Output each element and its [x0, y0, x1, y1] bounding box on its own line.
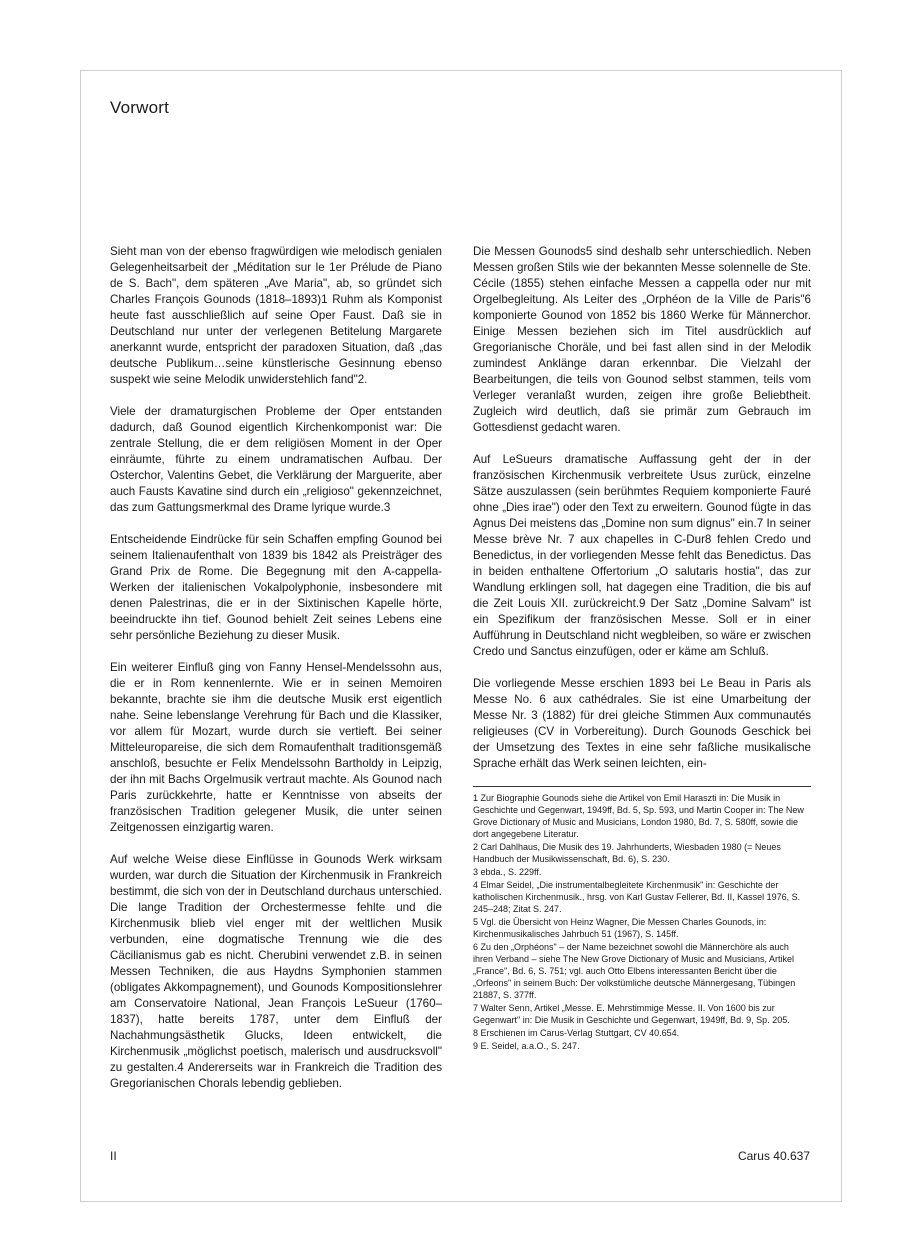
catalog-number: Carus 40.637: [737, 1149, 810, 1163]
page-number: II: [110, 1149, 117, 1163]
paragraph: Viele der dramaturgischen Probleme der Oper entstanden dadurch, daß Gounod eigentlich Kirchenkomponist war: Die zentrale Stellung, die er dem religiösen Moment in der Oper einräumte, führte zu einem undramatischen Aufbau. Der Osterchor, Valentins Gebet, die Verklärung der Marguerite, aber auch Fausts Kavatine sind durch ein „religioso" gekennzeichnet, das zum Gattungsmerkmal des Drame lyrique wurde.3: [110, 405, 442, 514]
footnote: 8 Erschienen im Carus-Verlag Stuttgart, CV 40.654.: [473, 1028, 680, 1038]
footnote: 9 E. Seidel, a.a.O., S. 247.: [473, 1041, 580, 1051]
paragraph: Die vorliegende Messe erschien 1893 bei Le Beau in Paris als Messe No. 6 aux cathédrales. Sie ist eine Umarbeitung der Messe Nr. 3 (1882) für drei gleiche Stimmen Aux communautés religieuses (CV in Vorbereitung). Durch Gounods Geschick bei der Umsetzung des Textes in eine sehr faßliche musikalische Sprache erhält das Werk seinen leichten, ein-: [473, 677, 811, 770]
footnote: 2 Carl Dahlhaus, Die Musik des 19. Jahrhunderts, Wiesbaden 1980 (= Neues Handbuch der Musikwissenschaft, Bd. 6), S. 230.: [473, 842, 781, 864]
left-column: [110, 244, 442, 1092]
footnote: 6 Zu den „Orphéons" – der Name bezeichnet sowohl die Männerchöre als auch ihren Verband – siehe The New Grove Dictionary of Music and Musicians, Artikel „France", Bd. 6, S. 751; vgl. auch Otto Elbens interessanten Bericht über die „Orfeons" in seinem Buch: Der volkstümliche deutsche Männergesang, Tübingen 21887, S. 377ff.: [473, 942, 796, 1000]
footnotes: [473, 786, 811, 1053]
paragraph: Sieht man von der ebenso fragwürdigen wie melodisch genialen Gelegenheitsarbeit der „Méditation sur le 1er Prélude de Piano de S. Bach", dem späteren „Ave Maria", ab, so gründet sich Charles François Gounods (1818–1893)1 Ruhm als Komponist heute fast ausschließlich auf seine Oper Faust. Daß sie in Deutschland nur unter der verlegenen Betitelung Margarete anerkannt wurde, entspricht der paradoxen Situation, daß „das deutsche Publikum…seine künstlerische Gesinnung ebenso suspekt wie seine Melodik unwiderstehlich fand"2.: [110, 245, 442, 386]
footnote: 5 Vgl. die Übersicht von Heinz Wagner, Die Messen Charles Gounods, in: Kirchenmusikalisches Jahrbuch 51 (1967), S. 145ff.: [473, 917, 767, 939]
page-title: Vorwort: [110, 98, 170, 117]
paragraph: Auf LeSueurs dramatische Auffassung geht der in der französischen Kirchenmusik verbreitete Usus zurück, einzelne Sätze auszulassen (sein berühmtes Requiem komponierte Fauré ohne „Dies irae") oder den Text zu erweitern. Gounod fügte in das Agnus Dei meistens das „Domine non sum dignus" ein.7 In seiner Messe brève Nr. 7 aux chapelles in C-Dur8 fehlen Credo und Benedictus, in der vorliegenden Messe fehlt das Benedictus. Das in beiden enthaltene Offertorium „O salutaris hostia", das zur Wandlung erklingen soll, hat dagegen eine Tradition, die bis auf die Zeit Louis XII. zurückreicht.9 Der Satz „Domine Salvam" ist ein Spezifikum der französischen Messe. Soll er in einer Aufführung in Deutschland nicht wegbleiben, so wäre er zwischen Credo und Sanctus einzufügen, oder er käme am Schluß.: [473, 453, 811, 658]
paragraph: Ein weiterer Einfluß ging von Fanny Hensel-Mendelssohn aus, die er in Rom kennenlernte. Wie er in seinen Memoiren bekannte, brachte sie ihm die deutsche Musik erst eigentlich nahe. Seine lebenslange Verehrung für Bach und die Klassiker, vor allem für Mozart, wurde durch sie vertieft. Bei seiner Mitteleuropareise, die sich dem Romaufenthalt traditionsgemäß anschloß, besuchte er Felix Mendelssohn Bartholdy in Leipzig, der ihn mit Bachs Orgelmusik vertraut machte. Als Gounod nach Paris zurückkehrte, hatte er Kenntnisse von abseits der französischen Tradition gelegener Musik, die unter seinen Zeitgenossen einzigartig waren.: [110, 661, 442, 834]
footnote: 3 ebda., S. 229ff.: [473, 867, 542, 877]
right-column: [473, 244, 811, 772]
footnote: 7 Walter Senn, Artikel „Messe. E. Mehrstimmige Messe. II. Von 1600 bis zur Gegenwart" in: Die Musik in Geschichte und Gegenwart, 1949ff, Bd. 9, Sp. 205.: [473, 1003, 790, 1025]
footnote: 4 Elmar Seidel, „Die instrumentalbegleitete Kirchenmusik" in: Geschichte der katholischen Kirchenmusik., hrsg. von Karl Gustav Fellerer, Bd. II, Kassel 1976, S. 245–248; Zitat S. 247.: [473, 880, 801, 914]
paragraph: Auf welche Weise diese Einflüsse in Gounods Werk wirksam wurden, war durch die Situation der Kirchenmusik in Frankreich bestimmt, die sich von der in Deutschland durchaus unterschied. Die lange Tradition der Orchestermesse fehlte und die Kirchenmusik blieb viel enger mit der weltlichen Musik verbunden, eine dogmatische Trennung wie die des Cäcilianismus gab es nicht. Cherubini verwendet z.B. in seinen Messen Techniken, die aus Haydns Symphonien stammen (obligates Akkompagnement), und Gounods Kompositionslehrer am Conservatoire National, Jean François LeSueur (1760–1837), hatte bereits 1787, unter dem Einfluß der Nachahmungsästhetik Glucks, Ideen entwickelt, die Kirchenmusik „möglichst poetisch, malerisch und ausdrucksvoll" zu gestalten.4 Andererseits war in Frankreich die Tradition des Gregorianischen Chorals lebendig geblieben.: [110, 853, 442, 1090]
footnote: 1 Zur Biographie Gounods siehe die Artikel von Emil Haraszti in: Die Musik in Geschichte und Gegenwart, 1949ff, Bd. 5, Sp. 593, und Martin Cooper in: The New Grove Dictionary of Music and Musicians, London 1980, Bd. 7, S. 580ff, sowie die dort angegebene Literatur.: [473, 793, 804, 839]
paragraph: Die Messen Gounods5 sind deshalb sehr unterschiedlich. Neben Messen großen Stils wie der bekannten Messe solennelle de Ste. Cécile (1855) stehen einfache Messen a cappella oder nur mit Orgelbegleitung. Als Leiter des „Orphéon de la Ville de Paris"6 komponierte Gounod von 1852 bis 1860 Werke für Männerchor. Einige Messen beziehen sich im Titel ausdrücklich auf Gregorianische Choräle, und bei fast allen sind in der Melodik zumindest Anklänge daran erkennbar. Die Vielzahl der Bearbeitungen, die teils von Gounod selbst stammen, teils vom Verleger veranlaßt wurden, zeigen ihre große Beliebtheit. Zugleich wird deutlich, daß sie primär zum Gebrauch im Gottesdienst gedacht waren.: [473, 245, 811, 434]
paragraph: Entscheidende Eindrücke für sein Schaffen empfing Gounod bei seinem Italienaufenthalt von 1839 bis 1842 als Preisträger des Grand Prix de Rome. Die Begegnung mit den A-cappella-Werken der italienischen Vokalpolyphonie, insbesondere mit denen Palestrinas, die er in der Sixtinischen Kapelle hörte, beeindruckte ihn tief. Gounod behielt Zeit seines Lebens eine sehr persönliche Beziehung zu dieser Musik.: [110, 533, 442, 642]
